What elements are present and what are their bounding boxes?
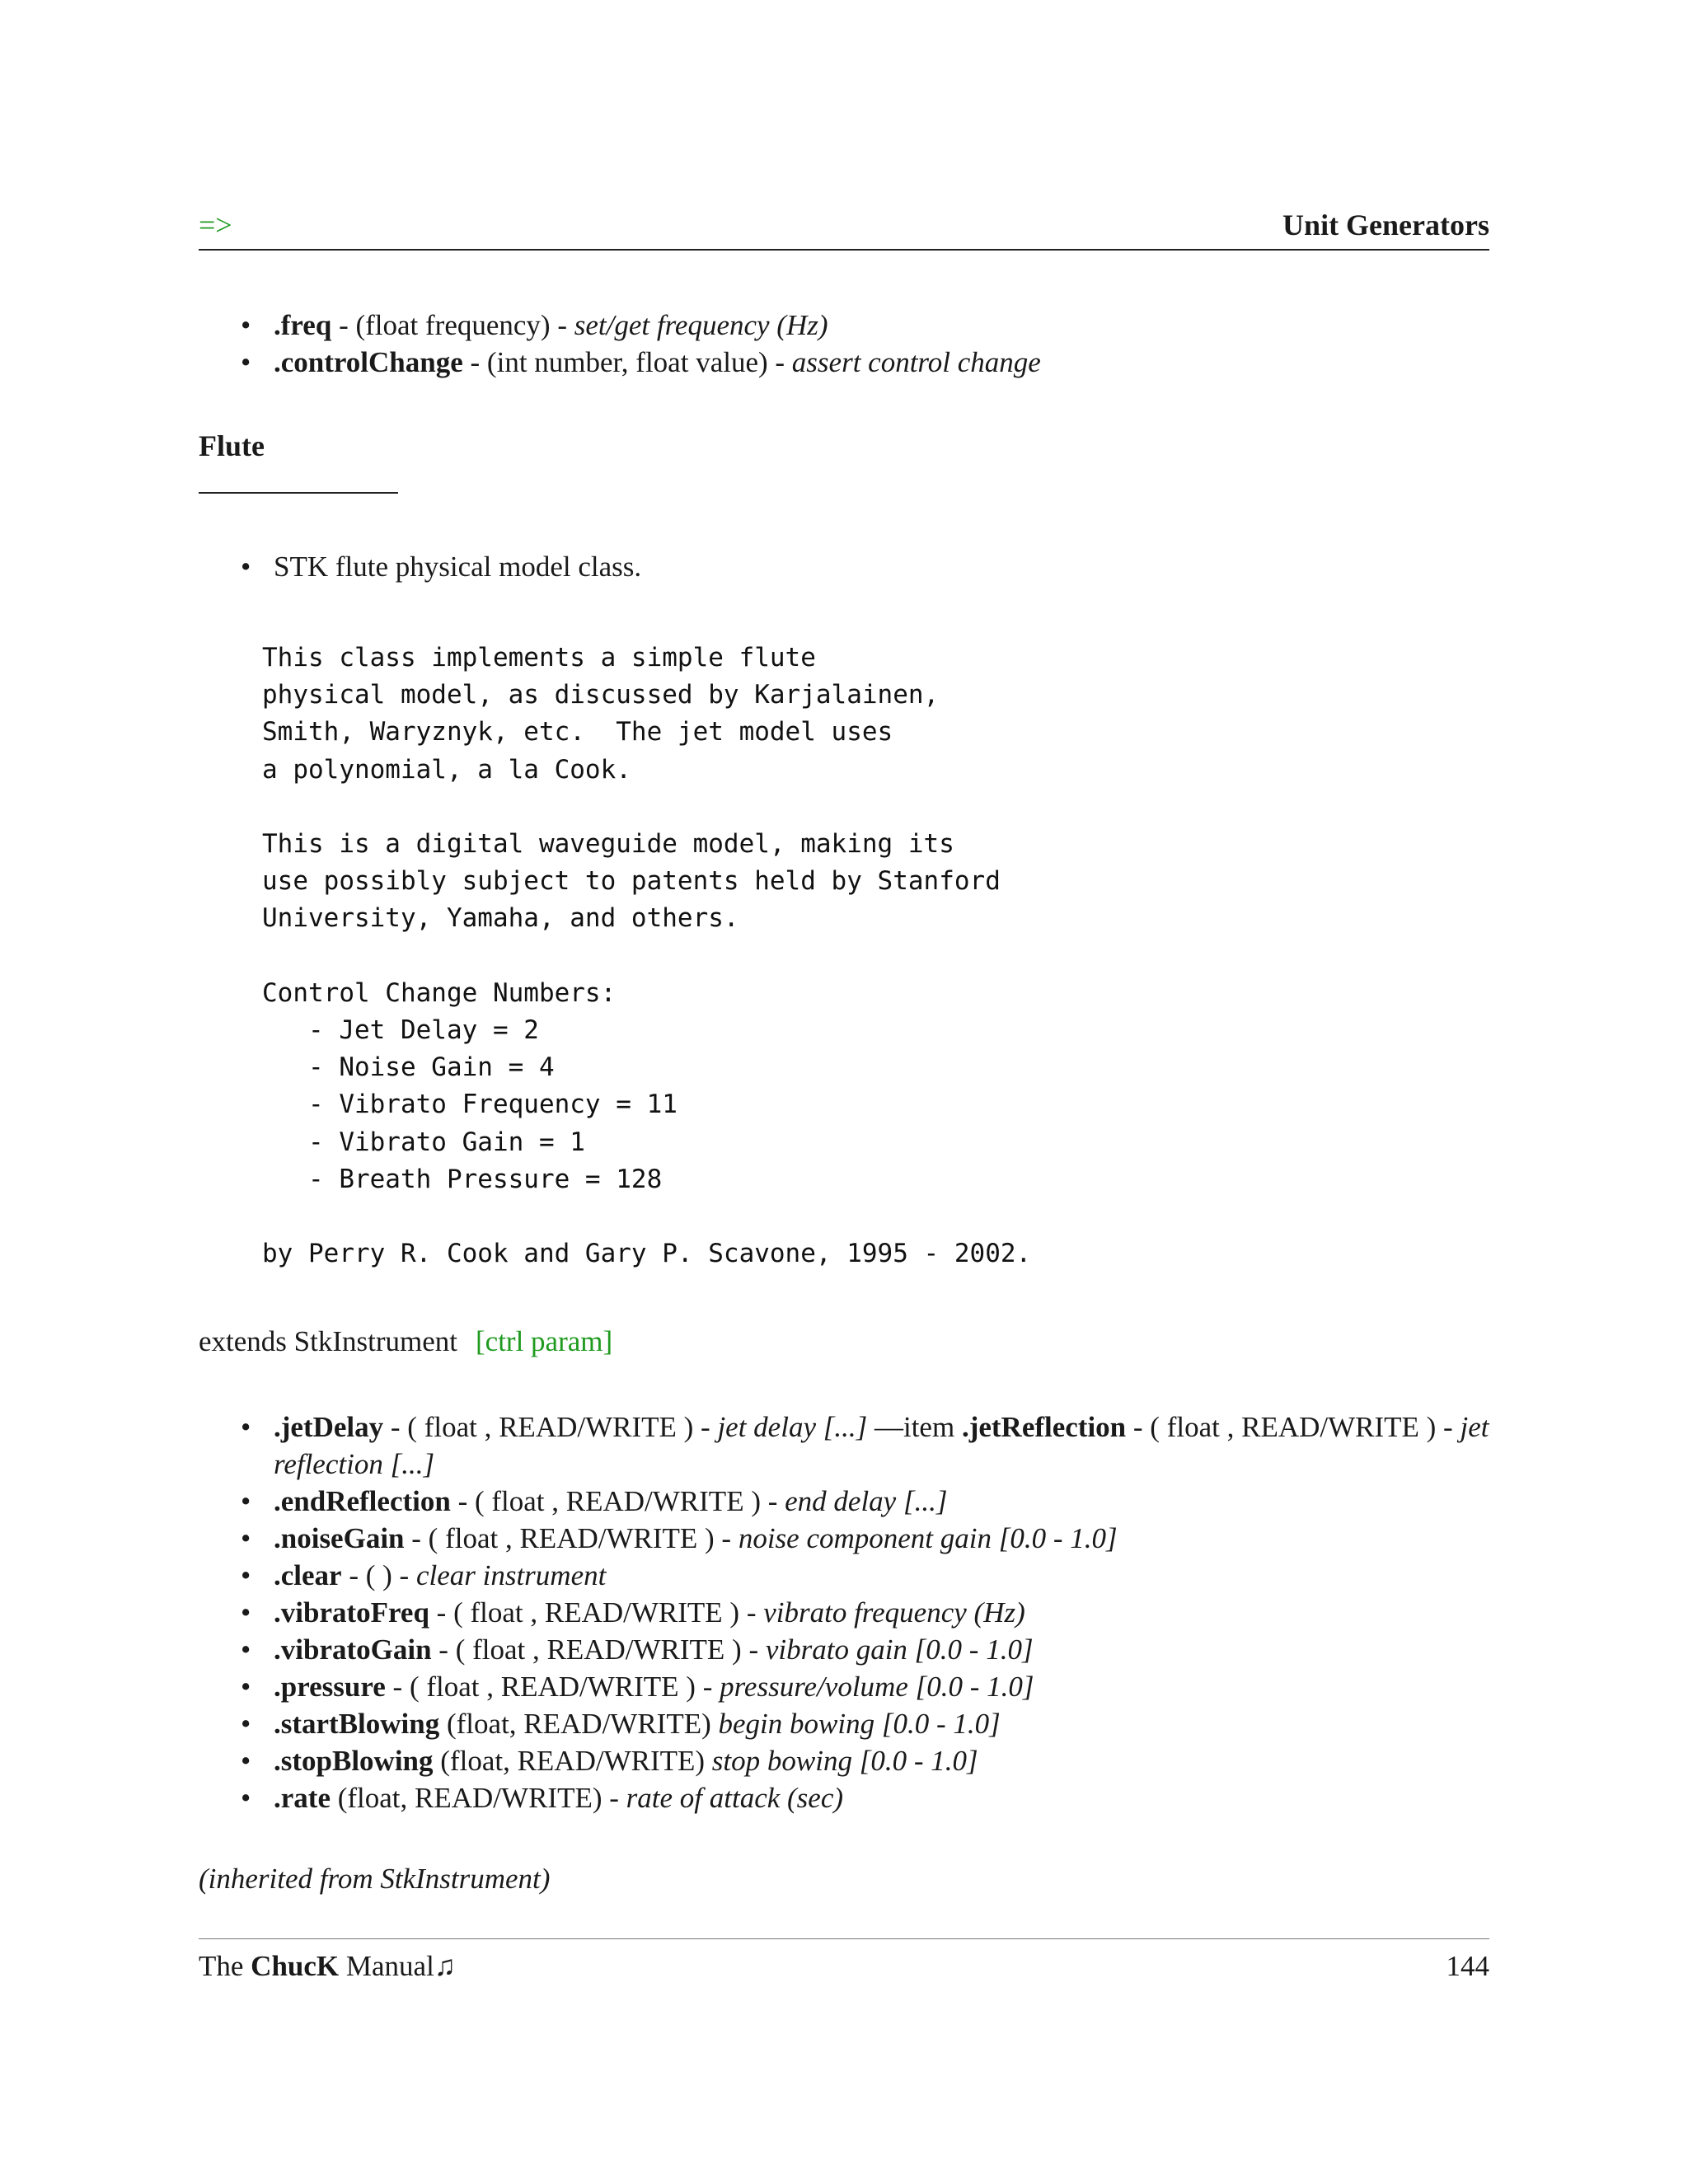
- param-signature: - ( float , READ/WRITE ) -: [450, 1485, 785, 1517]
- param-name: .noiseGain: [274, 1522, 405, 1554]
- ctrl-param-link[interactable]: [ctrl param]: [476, 1325, 613, 1357]
- extends-line: [199, 1325, 612, 1358]
- param-signature: - ( float , READ/WRITE ) -: [404, 1522, 738, 1554]
- method-name: .controlChange: [274, 346, 463, 378]
- param-description: begin bowing [0.0 - 1.0]: [718, 1708, 1001, 1740]
- bullet-icon: •: [241, 309, 251, 341]
- bullet-icon: •: [241, 1411, 251, 1443]
- list-item: [239, 1408, 1490, 1483]
- intro-list: [239, 548, 1490, 585]
- inherited-note: (inherited from StkInstrument): [199, 1863, 551, 1895]
- param-signature: (float, READ/WRITE): [433, 1745, 712, 1777]
- list-item: [239, 1483, 1490, 1520]
- bullet-icon: •: [241, 1485, 251, 1517]
- list-item: [239, 1668, 1490, 1705]
- bullet-icon: •: [241, 1633, 251, 1666]
- list-item: [239, 1631, 1490, 1668]
- bullet-icon: •: [241, 1671, 251, 1703]
- param-name: .clear: [274, 1559, 342, 1591]
- param-signature: - ( ) -: [341, 1559, 416, 1591]
- param-description: clear instrument: [415, 1559, 607, 1591]
- param-signature: - ( float , READ/WRITE ) -: [429, 1596, 764, 1629]
- page-header: [199, 206, 1489, 251]
- param-name: .stopBlowing: [274, 1745, 434, 1777]
- method-description: set/get frequency (Hz): [574, 309, 828, 341]
- param-name: .startBlowing: [274, 1708, 440, 1740]
- bullet-icon: •: [241, 346, 251, 378]
- footer-brand: ChucK: [251, 1950, 340, 1982]
- list-item: [239, 1742, 1490, 1779]
- param-name: .rate: [274, 1782, 331, 1814]
- bullet-icon: •: [241, 1708, 251, 1740]
- method-signature: - (int number, float value) -: [462, 346, 792, 378]
- top-method-list: [239, 307, 1490, 381]
- list-item: [239, 1557, 1490, 1594]
- section-divider: [199, 492, 398, 494]
- param-description: noise component gain [0.0 - 1.0]: [738, 1522, 1118, 1554]
- bullet-icon: •: [241, 1596, 251, 1629]
- param-description: pressure/volume [0.0 - 1.0]: [720, 1671, 1034, 1703]
- bullet-icon: •: [241, 1745, 251, 1777]
- param-description: jet reflection [...]: [274, 1411, 1489, 1480]
- footer-divider: [199, 1938, 1489, 1939]
- param-name: .pressure: [274, 1671, 386, 1703]
- intro-text: STK flute physical model class.: [274, 551, 642, 583]
- list-item: [239, 1594, 1490, 1631]
- param-signature: - ( float , READ/WRITE ) -: [1126, 1411, 1461, 1443]
- param-signature: - ( float , READ/WRITE ) -: [385, 1671, 720, 1703]
- param-signature: (float, READ/WRITE) -: [330, 1782, 626, 1814]
- list-item: [239, 548, 1490, 585]
- param-description: rate of attack (sec): [626, 1782, 844, 1814]
- extends-text: extends StkInstrument: [199, 1325, 457, 1357]
- param-description: stop bowing [0.0 - 1.0]: [711, 1745, 978, 1777]
- param-name: .jetReflection: [961, 1411, 1127, 1443]
- param-name: .vibratoFreq: [274, 1596, 429, 1629]
- param-name: .endReflection: [274, 1485, 451, 1517]
- param-list: [239, 1408, 1490, 1816]
- param-name: .jetDelay: [274, 1411, 384, 1443]
- nav-arrow-link[interactable]: =>: [199, 209, 232, 241]
- code-block: This class implements a simple flute physical model, as discussed by Karjalainen, Smith, Waryznyk, etc. The jet model uses a polynomial, a la Cook. This is a digital waveguide model, making its use possibly subject to patents held by Stanford University, Yamaha, and others. Control Change Numbers: - Jet Delay = 2 - Noise Gain = 4 - Vibrato Frequency = 11 - Vibrato Gain = 1 - Breath Pressure = 128 by Perry R. Cook and Gary P. Scavone, 1995 - 2002.: [262, 643, 1032, 1269]
- param-item-marker: —item: [867, 1411, 962, 1443]
- header-title: Unit Generators: [1282, 209, 1489, 241]
- param-signature: (float, READ/WRITE): [439, 1708, 719, 1740]
- list-item: [239, 1705, 1490, 1742]
- footer-manual-title: [199, 1950, 456, 1983]
- list-item: [239, 1779, 1490, 1816]
- param-description: jet delay [...]: [717, 1411, 868, 1443]
- footer-prefix: The: [199, 1950, 251, 1982]
- param-description: vibrato gain [0.0 - 1.0]: [765, 1633, 1034, 1666]
- list-item: [239, 344, 1490, 381]
- method-signature: - (float frequency) -: [331, 309, 574, 341]
- section-title: Flute: [199, 429, 265, 462]
- list-item: [239, 307, 1490, 344]
- bullet-icon: •: [241, 1559, 251, 1591]
- param-signature: - ( float , READ/WRITE ) -: [431, 1633, 766, 1666]
- page-number: 144: [1446, 1950, 1489, 1982]
- param-name: .vibratoGain: [274, 1633, 432, 1666]
- param-description: end delay [...]: [785, 1485, 948, 1517]
- list-item: [239, 1520, 1490, 1557]
- param-signature: - ( float , READ/WRITE ) -: [383, 1411, 718, 1443]
- param-description: vibrato frequency (Hz): [763, 1596, 1025, 1629]
- bullet-icon: •: [241, 1782, 251, 1814]
- method-description: assert control change: [791, 346, 1041, 378]
- bullet-icon: •: [241, 1522, 251, 1554]
- method-name: .freq: [274, 309, 332, 341]
- bullet-icon: •: [241, 551, 251, 583]
- footer-suffix: Manual♫: [339, 1950, 457, 1982]
